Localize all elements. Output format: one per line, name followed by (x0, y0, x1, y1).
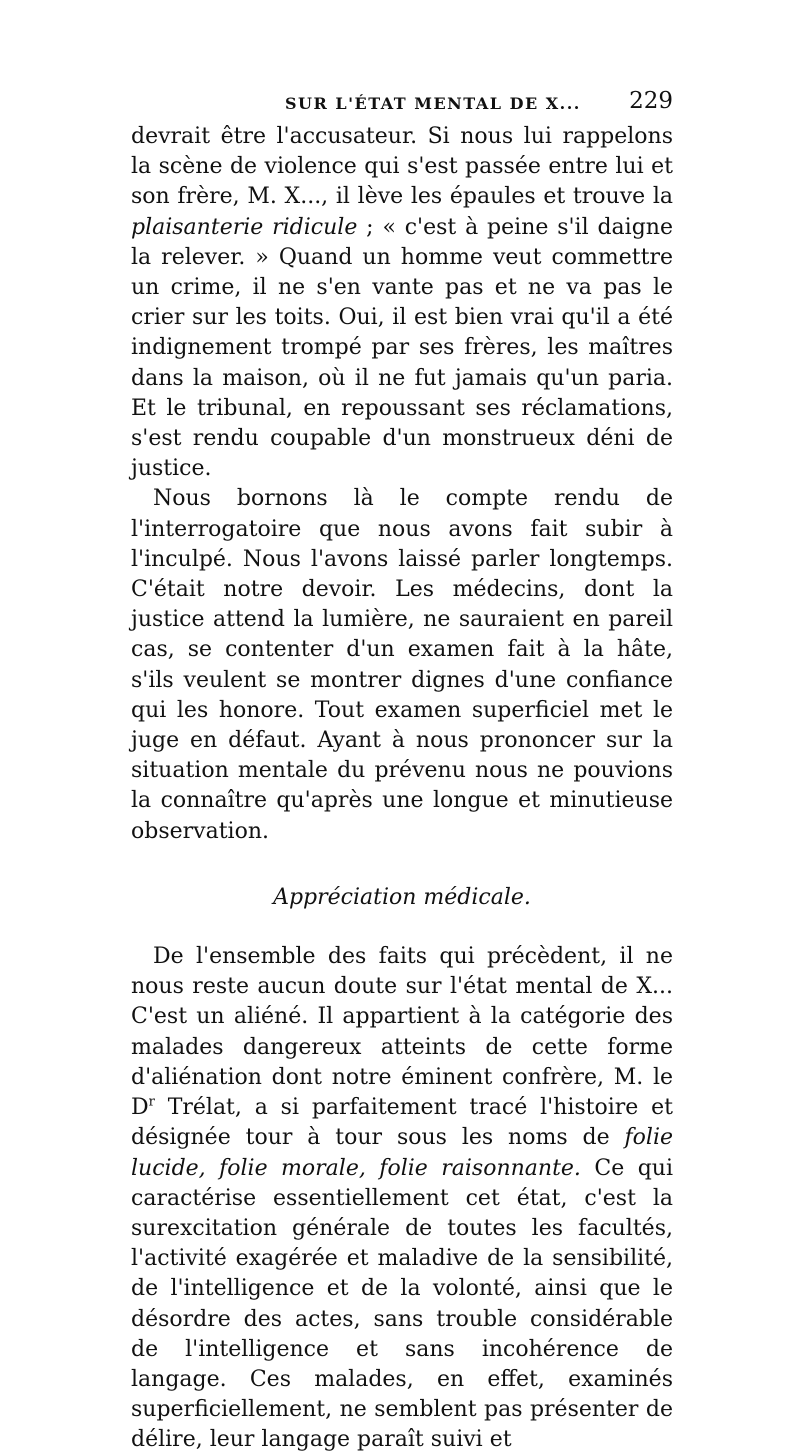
section-heading: Appréciation médicale. (273, 884, 531, 910)
paragraph-continued (131, 122, 673, 484)
body-text (131, 122, 673, 1456)
running-title: SUR L'ÉTAT MENTAL DE X... (285, 94, 581, 113)
italic-text: plaisanterie ridicule (131, 214, 358, 240)
text-run: ; « c'est à peine s'il daigne la relever. » Quand un homme veut commettre un crime, il ne s'en vante pas et ne va pas le crier sur les toits. Oui, il est bien vrai qu'il a été indignement trompé par ses frères, les maîtres dans la maison, où il ne fut jamais qu'un paria. Et le tribunal, en repoussant ses réclamations, s'est rendu coupable d'un monstrueux déni de justice. (131, 214, 673, 482)
text-run: devrait être l'accusateur. Si nous lui rappelons la scène de violence qui s'est passée entre lui et son frère, M. X..., il lève les épaules et trouve la (131, 124, 673, 210)
text-run: Nous bornons là le compte rendu de l'interrogatoire que nous avons fait subir à l'inculpé. Nous l'avons laissé parler longtemps. C'était notre devoir. Les médecins, dont la justice attend la lumière, ne sauraient en pareil cas, se contenter d'un examen fait à la hâte, s'ils veulent se montrer dignes d'une confiance qui les honore. Tout examen superficiel met le juge en défaut. Ayant à nous prononcer sur la situation mentale du prévenu nous ne pouvions la connaître qu'après une longue et minutieuse observation. (131, 486, 673, 844)
italic-text: folie lucide, folie morale, folie raisonnante. (131, 1125, 673, 1181)
page-header (131, 88, 673, 118)
text-run: Trélat, a si parfaitement tracé l'histoire et désignée tour à tour sous les noms de (131, 1095, 673, 1151)
page-number: 229 (629, 88, 673, 114)
text-run: Ce qui caractérise essentiellement cet état, c'est la surexcitation générale de toutes les facultés, l'activité exagérée et maladive de la sensibilité, de l'intelligence et de la volonté, ainsi que le désordre des actes, sans trouble considérable de l'intelligence et sans incohérence de langage. Ces malades, en effet, examinés superficiellement, ne semblent pas présenter de délire, leur langage paraît suivi et (131, 1155, 673, 1453)
superscript-text: r (148, 1094, 155, 1110)
text-run: De l'ensemble des faits qui précèdent, il ne nous reste aucun doute sur l'état mental de X... C'est un aliéné. Il appartient à la catégorie des malades dangereux atteints de cette forme d'aliénation dont notre éminent confrère, M. le D (131, 944, 673, 1121)
paragraph-interrogation-summary (131, 484, 673, 846)
paragraph-medical-assessment (131, 942, 673, 1455)
